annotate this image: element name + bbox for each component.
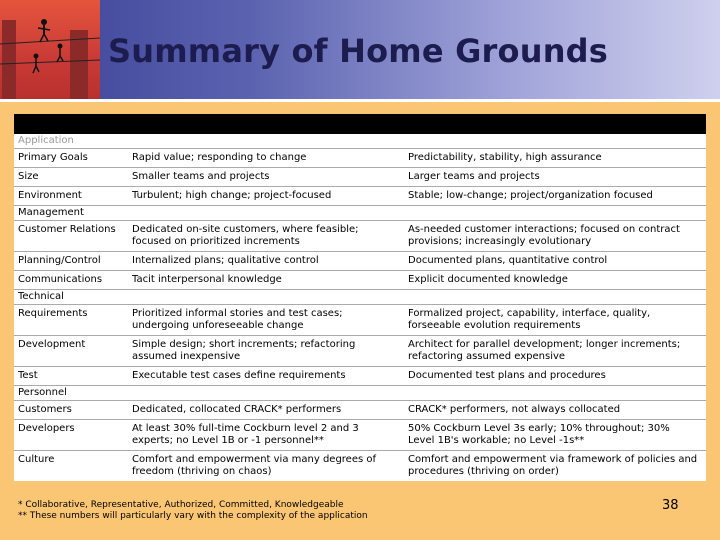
table-row: [14, 420, 706, 451]
section-personnel: Personnel: [14, 386, 706, 401]
table-row: [14, 401, 706, 420]
row-label: Customers: [18, 404, 72, 415]
table-row: [14, 149, 706, 168]
footnote-levels: ** These numbers will particularly vary with the complexity of the application: [18, 511, 368, 521]
agile-cell: Prioritized informal stories and test cases; undergoing unforeseeable change: [132, 308, 343, 331]
plan-cell: Stable; low-change; project/organization focused: [408, 190, 653, 201]
plan-cell: As-needed customer interactions; focused on contract provisions; increasingly evolutionary: [408, 224, 680, 247]
footnotes: [18, 500, 368, 522]
footnote-crack: * Collaborative, Representative, Authorized, Committed, Knowledgeable: [18, 500, 344, 510]
row-label: Planning/Control: [18, 255, 101, 266]
row-label: Primary Goals: [18, 152, 88, 163]
table-row: [14, 168, 706, 187]
plan-cell: Larger teams and projects: [408, 171, 540, 182]
agile-cell: Dedicated, collocated CRACK* performers: [132, 404, 342, 415]
agile-cell: Internalized plans; qualitative control: [132, 255, 319, 266]
agile-cell: Simple design; short increments; refactoring assumed inexpensive: [132, 339, 356, 362]
agile-cell: At least 30% full-time Cockburn level 2 and 3 experts; no Level 1B or -1 personnel**: [132, 423, 359, 446]
plan-cell: Explicit documented knowledge: [408, 274, 568, 285]
plan-cell: Predictability, stability, high assurance: [408, 152, 602, 163]
table-row: [14, 367, 706, 386]
agile-cell: Rapid value; responding to change: [132, 152, 307, 163]
header-divider: [0, 99, 720, 102]
row-label: Communications: [18, 274, 103, 285]
plan-cell: Comfort and empowerment via framework of policies and procedures (thriving on order): [408, 454, 698, 477]
plan-cell: Architect for parallel development; longer increments; refactoring assumed expensive: [408, 339, 681, 362]
agile-cell: Smaller teams and projects: [132, 171, 270, 182]
agile-cell: Executable test cases define requirements: [132, 370, 346, 381]
agile-cell: Comfort and empowerment via many degrees of freedom (thriving on chaos): [132, 454, 377, 477]
row-label: Developers: [18, 423, 75, 434]
row-label: Environment: [18, 190, 82, 201]
plan-cell: Documented test plans and procedures: [408, 370, 606, 381]
table-row: [14, 187, 706, 206]
home-grounds-table: [14, 114, 706, 481]
table-header-bar: [14, 114, 706, 134]
agile-cell: Turbulent; high change; project-focused: [132, 190, 332, 201]
table-row: [14, 336, 706, 367]
row-label: Size: [18, 171, 39, 182]
section-management: Management: [14, 206, 706, 221]
table-row: [14, 252, 706, 271]
plan-cell: Documented plans, quantitative control: [408, 255, 608, 266]
row-label: Culture: [18, 454, 55, 465]
page-number: 38: [662, 498, 679, 513]
slide-title: Summary of Home Grounds: [108, 32, 609, 70]
section-technical: Technical: [14, 290, 706, 305]
row-label: Test: [18, 370, 38, 381]
row-label: Customer Relations: [18, 224, 116, 235]
table-row: [14, 221, 706, 252]
plan-cell: CRACK* performers, not always collocated: [408, 404, 621, 415]
row-label: Development: [18, 339, 86, 350]
table-row: [14, 451, 706, 481]
plan-cell: 50% Cockburn Level 3s early; 10% throughout; 30% Level 1B's workable; no Level -1s**: [408, 423, 670, 446]
plan-cell: Formalized project, capability, interface, quality, forseeable evolution requirements: [408, 308, 651, 331]
table-row: [14, 271, 706, 290]
section-application: Application: [14, 134, 706, 149]
agile-cell: Dedicated on-site customers, where feasible; focused on prioritized increments: [132, 224, 359, 247]
table-row: [14, 305, 706, 336]
skyline-logo-image: [0, 0, 100, 100]
row-label: Requirements: [18, 308, 88, 319]
slide-header: [0, 0, 720, 100]
agile-cell: Tacit interpersonal knowledge: [132, 274, 282, 285]
